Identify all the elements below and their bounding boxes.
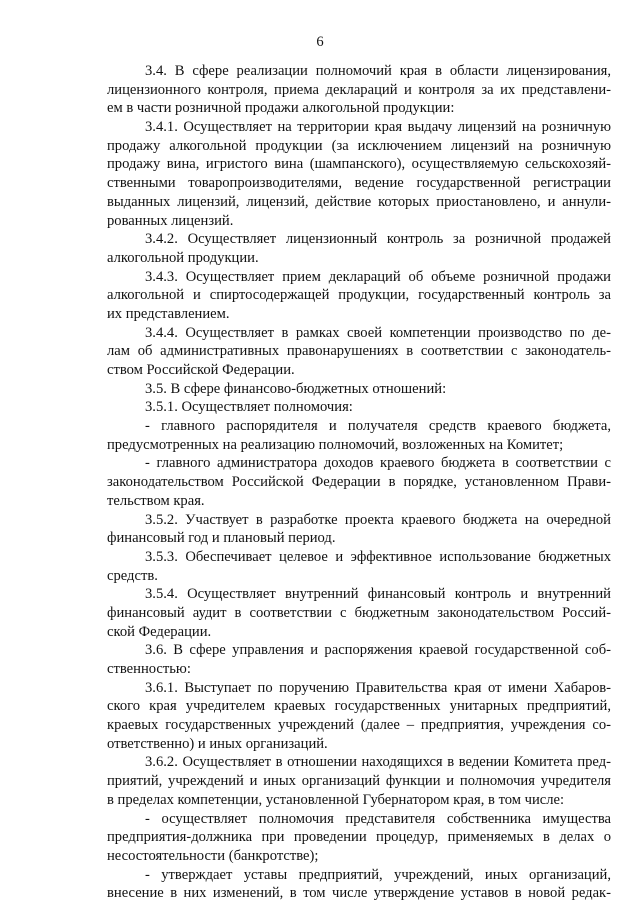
text-line: продажу вина, игристого вина (шампанского), осуществляемую сельскохозяй- bbox=[107, 156, 611, 173]
text-line: лам об административных правонарушениях в соответствии с законодатель- bbox=[107, 343, 611, 360]
page-number: 6 bbox=[316, 34, 324, 50]
text-line: 3.5.2. Участвует в разработке проекта краевого бюджета на очередной bbox=[145, 511, 611, 528]
text-line: 3.6.1. Выступает по поручению Правительства края от имени Хабаров- bbox=[145, 679, 611, 696]
text-line: выданных лицензий, лицензий, действие которых приостановлено, и аннули- bbox=[107, 193, 611, 210]
text-line: средств. bbox=[107, 567, 158, 584]
text-line: их представлением. bbox=[107, 305, 230, 322]
text-line: ем в части розничной продажи алкогольной продукции: bbox=[107, 100, 455, 117]
text-line: ответственно) и иных организаций. bbox=[107, 735, 328, 752]
text-line: финансовый аудит в соответствии с бюджетным законодательством Россий- bbox=[107, 604, 611, 621]
text-line: 3.4.4. Осуществляет в рамках своей компетенции производство по де- bbox=[145, 324, 611, 341]
text-line: 3.4.2. Осуществляет лицензионный контроль за розничной продажей bbox=[145, 231, 611, 248]
text-line: тельством края. bbox=[107, 492, 205, 509]
text-line: финансовый год и плановый период. bbox=[107, 530, 336, 547]
text-line: ственностью: bbox=[107, 661, 191, 677]
text-line: несостоятельности (банкротстве); bbox=[107, 847, 319, 864]
text-line: ством Российской Федерации. bbox=[107, 362, 295, 378]
text-line: ского края учредителем краевых государственных унитарных предприятий, bbox=[107, 698, 611, 715]
text-line: 3.5.1. Осуществляет полномочия: bbox=[145, 399, 353, 416]
text-line: 3.6.2. Осуществляет в отношении находящихся в ведении Комитета пред- bbox=[145, 754, 611, 771]
text-line: алкогольной и спиртосодержащей продукции, государственный контроль за bbox=[107, 287, 611, 304]
text-line: - осуществляет полномочия представителя собственника имущества bbox=[145, 810, 611, 827]
text-line: ственными товаропроизводителями, ведение государственной регистрации bbox=[107, 175, 611, 192]
text-line: 3.4.3. Осуществляет прием деклараций об объеме розничной продажи bbox=[145, 268, 611, 285]
text-line: 3.5.3. Обеспечивает целевое и эффективное использование бюджетных bbox=[145, 548, 611, 565]
text-line: алкогольной продукции. bbox=[107, 249, 259, 266]
text-line: внесение в них изменений, в том числе утверждение уставов в новой редак- bbox=[107, 885, 611, 902]
text-line: - главного распорядителя и получателя средств краевого бюджета, bbox=[145, 418, 611, 435]
text-line: предприятия-должника при проведении процедур, применяемых в делах о bbox=[107, 829, 611, 846]
text-line: ской Федерации. bbox=[107, 623, 212, 640]
text-line: 3.4. В сфере реализации полномочий края в области лицензирования, bbox=[145, 63, 611, 79]
text-line: лицензионного контроля, приема деклараций и контроля за их представлени- bbox=[107, 81, 611, 98]
document-body bbox=[107, 62, 611, 903]
text-line: продажу алкогольной продукции (за исключением лицензий на розничную bbox=[107, 137, 611, 154]
text-line: 3.5.4. Осуществляет внутренний финансовый контроль и внутренний bbox=[145, 586, 611, 603]
text-line: 3.5. В сфере финансово-бюджетных отношений: bbox=[145, 380, 447, 397]
text-line: 3.4.1. Осуществляет на территории края выдачу лицензий на розничную bbox=[145, 119, 611, 136]
text-line: приятий, учреждений и иных организаций функции и полномочия учредителя bbox=[107, 773, 611, 790]
text-line: - утверждает уставы предприятий, учреждений, иных организаций, bbox=[145, 866, 611, 883]
text-line: в пределах компетенции, установленной Губернатором края, в том числе: bbox=[107, 791, 565, 808]
text-line: рованных лицензий. bbox=[107, 212, 234, 229]
text-line: краевых государственных учреждений (далее – предприятия, учреждения со- bbox=[107, 717, 611, 734]
text-line: 3.6. В сфере управления и распоряжения краевой государственной соб- bbox=[145, 642, 611, 659]
text-line: - главного администратора доходов краевого бюджета в соответствии с bbox=[145, 455, 611, 472]
text-line: законодательством Российской Федерации в порядке, установленном Прави- bbox=[107, 474, 611, 491]
text-line: предусмотренных на реализацию полномочий, возложенных на Комитет; bbox=[107, 436, 564, 453]
